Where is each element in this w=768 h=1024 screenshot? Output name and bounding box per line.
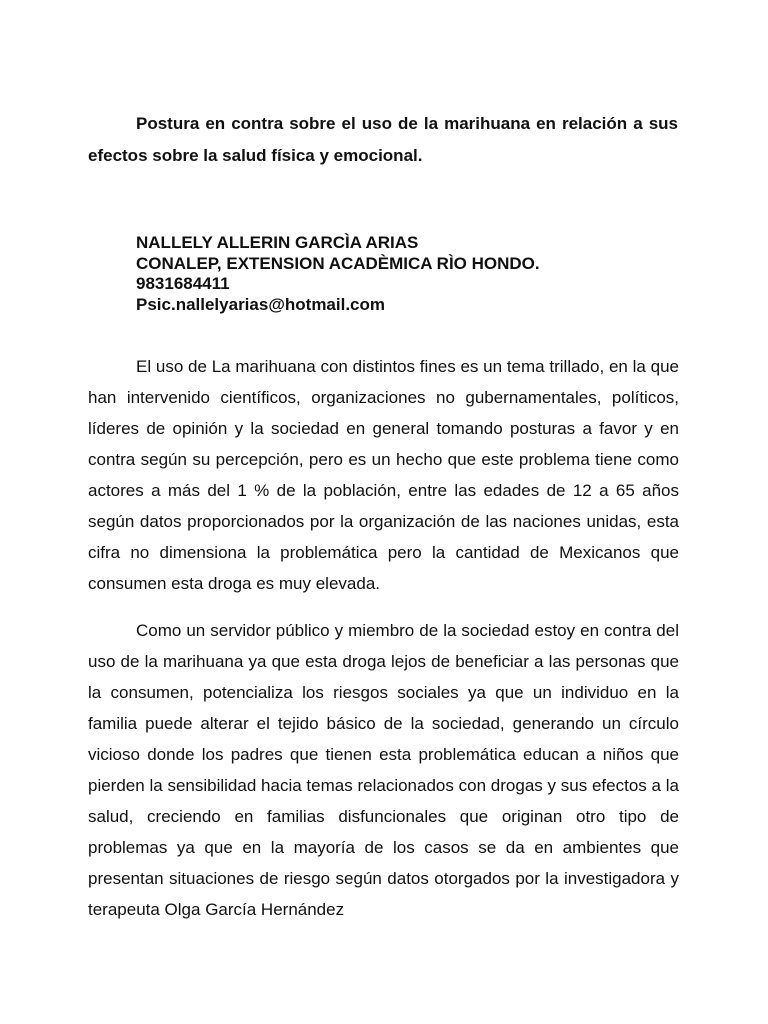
author-phone: 9831684411: [136, 274, 230, 293]
document-title: Postura en contra sobre el uso de la marihuana en relación a sus efectos sobre la salud física y emocional.: [88, 114, 678, 165]
author-institution: CONALEP, EXTENSION ACADÈMICA RÌO HONDO.: [136, 253, 540, 273]
author-name: NALLELY ALLERIN GARCÌA ARIAS: [136, 233, 419, 252]
body-paragraph: El uso de La marihuana con distintos fines es un tema trillado, en la que han intervenido científicos, organizaciones no gubernamentales, políticos, líderes de opinión y la sociedad en general tomando posturas a favor y en contra según su percepción, pero es un hecho que este problema tiene como actores a más del 1 % de la población, entre las edades de 12 a 65 años según datos proporcionados por la organización de las naciones unidas, esta cifra no dimensiona la problemática pero la cantidad de Mexicanos que consumen esta droga es muy elevada.: [88, 357, 679, 593]
body-paragraph: Como un servidor público y miembro de la sociedad estoy en contra del uso de la marihuana ya que esta droga lejos de beneficiar a las personas que la consumen, potencializa los riesgos sociales ya que un individuo en la familia puede alterar el tejido básico de la sociedad, generando un círculo vicioso donde los padres que tienen esta problemática educan a niños que pierden la sensibilidad hacia temas relacionados con drogas y sus efectos a la salud, creciendo en familias disfuncionales que originan otro tipo de problemas ya que en la mayoría de los casos se da en ambientes que presentan situaciones de riesgo según datos otorgados por la investigadora y terapeuta Olga García Hernández: [88, 621, 679, 919]
author-email: Psic.nallelyarias@hotmail.com: [136, 294, 386, 314]
author-block: [136, 233, 540, 315]
